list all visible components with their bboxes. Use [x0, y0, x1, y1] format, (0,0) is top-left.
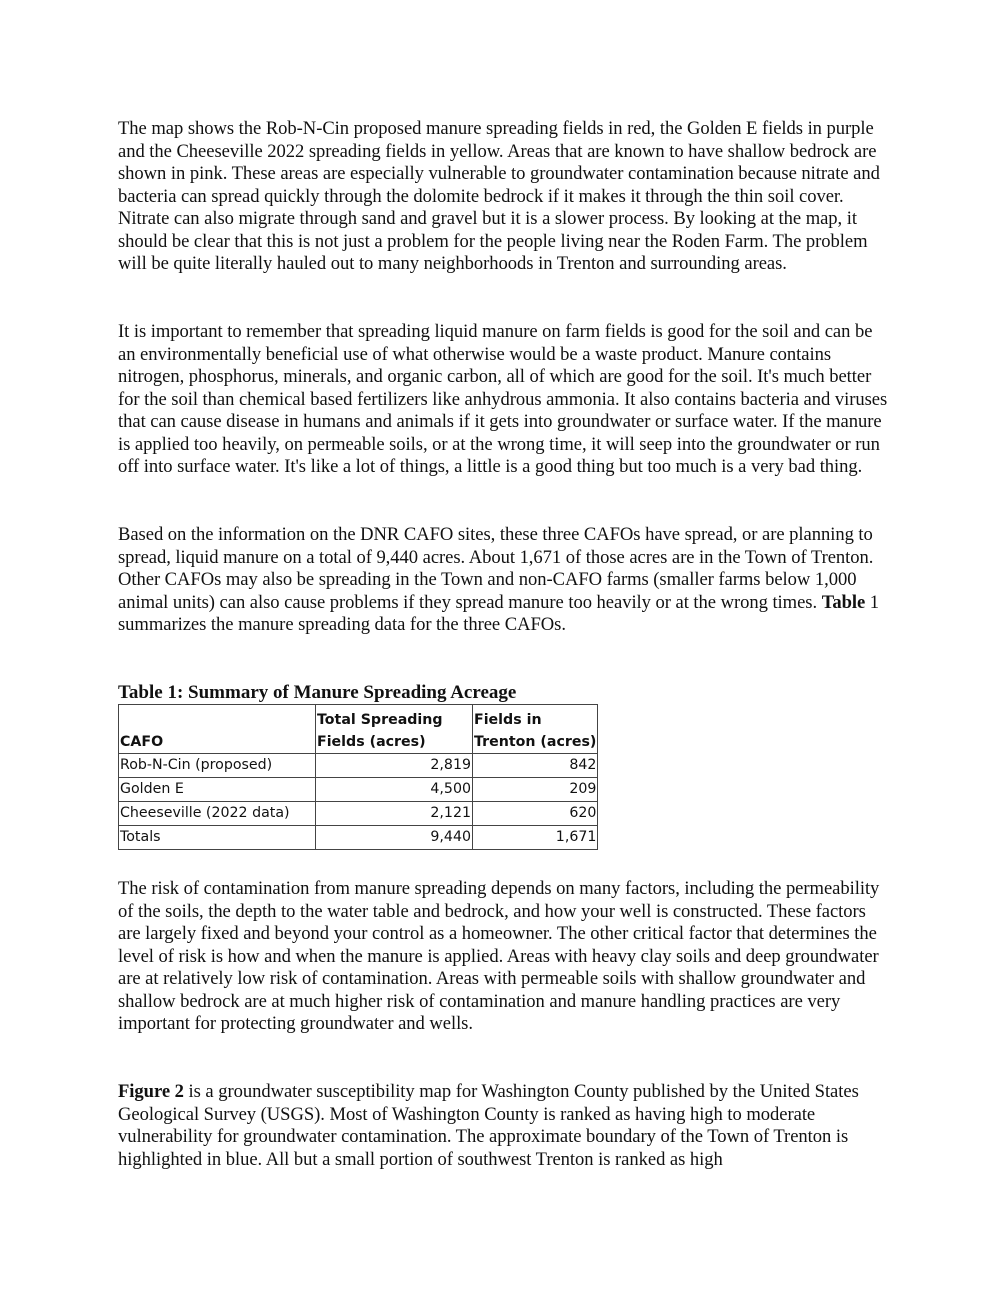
table-header-row: [119, 705, 598, 754]
paragraph-map-description: The map shows the Rob-N-Cin proposed manure spreading fields in red, the Golden E fields in purple and the Cheeseville 2022 spreading fields in yellow. Areas that are known to have shallow bedrock are shown in pink. These areas are especially vulnerable to groundwater contamination because nitrate and bacteria can spread quickly through the dolomite bedrock if it makes it through the thin soil cover. Nitrate can also migrate through sand and gravel but it is a slower process. By looking at the map, it should be clear that this is not just a problem for the people living near the Roden Farm. The problem will be quite literally hauled out to many neighborhoods in Trenton and surrounding areas.: [118, 118, 880, 274]
paragraph-text: 1 summarizes the manure spreading data for the three CAFOs.: [118, 591, 880, 635]
paragraph-figure-2: [118, 1081, 890, 1171]
paragraph-text: is a groundwater susceptibility map for Washington County published by the United States Geological Survey (USGS). Most of Washington County is ranked as having high to moderate vulnerability for groundwater contamination. The approximate boundary of the Town of Trenton is highlighted in blue. All but a small portion of southwest Trenton is ranked as high: [118, 1081, 859, 1170]
table-row: [119, 802, 598, 826]
header-cafo: [119, 705, 316, 754]
figure-reference: Figure 2: [118, 1081, 184, 1102]
cell-cafo: Rob-N-Cin (proposed): [119, 754, 316, 778]
header-label: CAFO: [120, 734, 164, 750]
cell-trenton: 1,671: [473, 826, 598, 850]
header-fields-trenton: [473, 705, 598, 754]
cell-total: 9,440: [316, 826, 473, 850]
cell-trenton: 209: [473, 778, 598, 802]
header-label: Fields in: [474, 712, 542, 728]
table-row: [119, 778, 598, 802]
header-label: Trenton (acres): [474, 734, 597, 750]
table-caption: Table 1: Summary of Manure Spreading Acreage: [118, 682, 517, 703]
cell-cafo: Golden E: [119, 778, 316, 802]
paragraph-cafo-acreage: [118, 524, 890, 637]
cell-cafo: Totals: [119, 826, 316, 850]
table-row: [119, 754, 598, 778]
header-label: Fields (acres): [317, 734, 426, 750]
cell-total: 2,121: [316, 802, 473, 826]
cell-trenton: 842: [473, 754, 598, 778]
cell-total: 2,819: [316, 754, 473, 778]
cell-cafo: Cheeseville (2022 data): [119, 802, 316, 826]
paragraph-manure-benefits: It is important to remember that spreading liquid manure on farm fields is good for the soil and can be an environmentally beneficial use of what otherwise would be a waste product. Manure contains nitrogen, phosphorus, minerals, and organic carbon, all of which are good for the soil. It's much better for the soil than chemical based fertilizers like anhydrous ammonia. It also contains bacteria and viruses that can cause disease in humans and animals if it gets into groundwater or surface water. If the manure is applied too heavily, on permeable soils, or at the wrong time, it will seep into the groundwater or run off into surface water. It's like a lot of things, a little is a good thing but too much is a very bad thing.: [118, 321, 888, 477]
table-totals-row: [119, 826, 598, 850]
cell-total: 4,500: [316, 778, 473, 802]
header-total-spreading: [316, 705, 473, 754]
manure-spreading-table: [118, 704, 598, 850]
cell-trenton: 620: [473, 802, 598, 826]
paragraph-contamination-risk: The risk of contamination from manure spreading depends on many factors, including the permeability of the soils, the depth to the water table and bedrock, and how your well is constructed. These factors are largely fixed and beyond your control as a homeowner. The other critical factor that determines the level of risk is how and when the manure is applied. Areas with heavy clay soils and deep groundwater are at relatively low risk of contamination. Areas with permeable soils with shallow groundwater and shallow bedrock are at much higher risk of contamination and manure handling practices are very important for protecting groundwater and wells.: [118, 878, 880, 1034]
table-reference: Table: [821, 591, 866, 613]
paragraph-text: Based on the information on the DNR CAFO sites, these three CAFOs have spread, or are planning to spread, liquid manure on a total of 9,440 acres. About 1,671 of those acres are in the Town of Trenton. Other CAFOs may also be spreading in the Town and non-CAFO farms (smaller farms below 1,000 animal units) can also cause problems if they spread manure too heavily or at the wrong times.: [118, 524, 874, 613]
header-label: Total Spreading: [317, 712, 443, 728]
